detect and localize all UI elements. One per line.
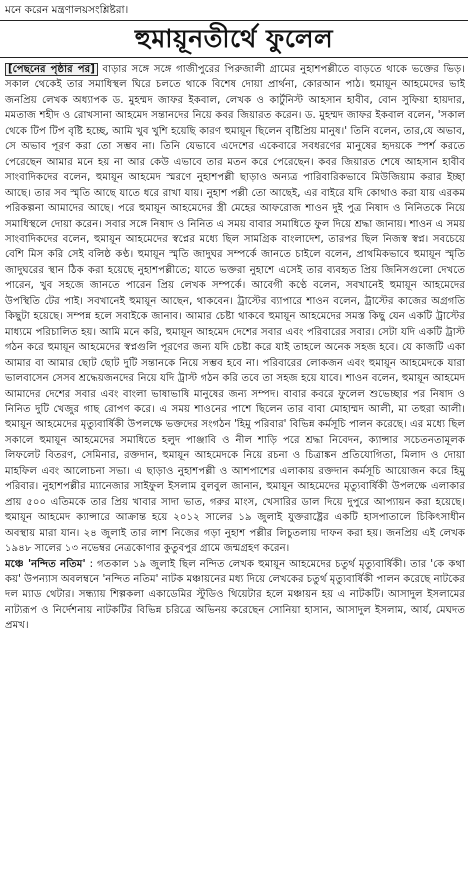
previous-article-tail: মনে করেন মন্ত্রণালয়সংশ্লিষ্টরা। [5,4,129,16]
subhead-stage: মঞ্চে 'নন্দিত নতিম' [5,558,86,570]
article-headline: হুমায়ূনতীর্থে ফুলেল [134,24,334,53]
top-divider [0,20,468,21]
headline-divider [0,57,468,58]
paragraph-2 [5,557,465,634]
paragraph-1-text: বাড়ার সঙ্গে সঙ্গে গাজীপুরের পিরুজালী গ্রামের নুহাশপল্লীতে বাড়তে থাকে ভক্তের ভিড়। সকাল থেকেই তার সমাধিস্থল ঘিরে চলতে থাকে বিশেষ দোয়া প্রার্থনা, কোরআন পাঠ। হুমায়ূন আহমেদের ভাই জনপ্রিয় লেখক অধ্যাপক ড. মুহম্মদ জাফর ইকবাল, লেখক ও কার্টুনিস্ট আহসান হাবীব, বোন সুফিয়া হায়দার, মমতাজ শহীদ ও রোখসানা আহমেদ সন্তানদের নিয়ে কবর জিয়ারত করেন। ড. মুহম্মদ জাফর ইকবাল বলেন, 'সকাল থেকে টিপ টিপ বৃষ্টি হচ্ছে, আমি খুব খুশি হয়েছি কারণ হুমায়ূন ছিলেন বৃষ্টিপ্রিয় মানুষ।' তিনি বলেন, তার,যে অভাব, সে অভাব পূরণ করা তো সম্ভব না। তিনি যেভাবে এদেশের একেবারে সবধরণের মানুষের হৃদয়কে স্পর্শ করতে পেরেছেন আমার মনে হয় না আর কেউ এভাবে তার মতন করে পেরেছেন। কবর জিয়ারত শেষে আহসান হাবীব সাংবাদিকদের বলেন, হুমায়ূন আহমেদ স্মরণে নুহাশপল্লী ছাড়াও অন্যত্র পারিবারিকভাবে মিউজিয়াম করার ইচ্ছা আছে। তার সব স্মৃতি আছে যাতে ধরে রাখা যায়। নুহাশ পল্লী তো আছেই, এর বাইরে যদি কোথাও করা যায় এরকম পরিকল্পনা আমাদের আছে। পরে হুমায়ূন আহমেদের স্ত্রী মেহের আফরোজ শাওন দুই পুত্র নিষাদ ও নিনিতকে নিয়ে সমাধিস্থলে দোয়া করেন। সবার সঙ্গে নিষাদ ও নিনিত এ সময় বাবার সমাধিতে ফুল দিয়ে শ্রদ্ধা জানায়। শাওন এ সময় সাংবাদিকদের বলেন, হুমায়ূন আহমেদের স্বপ্নের মধ্যে ছিল সামগ্রিক বাংলাদেশ, তারপর ছিল নিজস্ব স্বপ্ন। সবচেয়ে বেশি মিস করি সেই বলিষ্ঠ কণ্ঠ। হুমায়ূন স্মৃতি জাদুঘর সম্পর্কে জানতে চাইলে বলেন, প্রাথমিকভাবে হুমায়ূন স্মৃতি জাদুঘরের স্থান ঠিক করা হয়েছে নুহাশপল্লীতে; যাতে ভক্তরা নুহাশে এসেই তার ব্যবহৃত প্রিয় জিনিসগুলো দেখতে পারেন, খুব সহজে জানতে পারেন প্রিয় লেখক সম্পর্কে। আবেগী কণ্ঠে বলেন, সবখানেই হুমায়ূন আহমেদের উপস্থিতি টের পাই। সবখানেই হুমায়ূন আছেন, থাকবেন। ট্রাস্টের ব্যাপারে শাওন বলেন, ট্রাস্টের কাজের অগ্রগতি কিছুটা হয়েছে। সম্পন্ন হলে সবাইকে জানাব। আমার চেষ্টা থাকবে হুমায়ূন আহমেদের সমস্ত কিছু যেন একটি ট্রাস্টের মাধ্যমে পরিচালিত হয়। আমি মনে করি, হুমায়ূন আহমেদ দেশের সবার এবং পরিবারের সবার। সেটা যদি একটি ট্রাস্ট গঠন করে হুমায়ূন আহমেদের স্বপ্নগুলি পূরণের জন্য যদি চেষ্টা করে যাই তাহলে অনেক সহজ হবে। যে কাজটি একা আমার বা আমার ছোট ছোট দুটি সন্তানকে নিয়ে সম্ভব হবে না। পরিবারের লোকজন এবং হুমায়ূন আহমেদকে যারা ভালবাসেন সেসব শ্রদ্ধেয়জনদের নিয়ে যদি ট্রাস্ট গঠন করি তবে তা সহজ হয়ে যাবে। শাওন বলেন, হুমায়ূন আহমেদ আমাদের দেশের সবার এবং বাংলা ভাষাভাষি মানুষের জন্য সম্পদ। বাবার কবরে ফুলেল শুভেচ্ছার পর নিষাদ ও নিনিত দুটি খেজুর গাছ রোপণ করে। এ সময় শাওনের পাশে ছিলেন তার বাবা মোহাম্মদ আলী, মা তহুরা আলী। হুমায়ূন আহমেদের মৃত্যুবার্ষিকী উপলক্ষে ভক্তদের সংগঠন 'হিমু পরিবার' বিভিন্ন কর্মসূচি পালন করেছে। এর মধ্যে ছিল সকালে হুমায়ূন আহমেদের সমাধিতে হলুদ পাঞ্জাবি ও নীল শাড়ি পরে শ্রদ্ধা নিবেদন, ক্যান্সার সচেতনতামূলক লিফলেট বিতরণ, সেমিনার, রক্তদান, হুমায়ূন আহমেদকে নিয়ে রচনা ও চিত্রাঙ্কন প্রতিযোগিতা, মিলাদ ও দোয়া মাহফিল এবং আলোচনা সভা। এ ছাড়াও নুহাশপল্লী ও আশপাশের এলাকায় রক্তদান কর্মসূচি আয়োজন করে হিমু পরিবার। নুহাশপল্লীর ম্যানেজার সাইফুল ইসলাম বুলবুল জানান, হুমায়ূন আহমেদের মৃত্যুবার্ষিকী উপলক্ষে এলাকার প্রায় ৫০০ এতিমকে তার প্রিয় খাবার সাদা ভাত, গরুর মাংস, খেসারির ডাল দিয়ে দুপুরে আপ্যায়ন করা হয়েছে। হুমায়ূন আহমেদ ক্যান্সারে আক্রান্ত হয়ে ২০১২ সালের ১৯ জুলাই যুক্তরাষ্ট্রের একটি হাসপাতালে চিকিৎসাধীন অবস্থায় মারা যান। ২৪ জুলাই তার লাশ নিজের গড়া নুহাশ পল্লীর লিচুতলায় দাফন করা হয়। জনপ্রিয় এই লেখক ১৯৪৮ সালের ১৩ নভেম্বর নেত্রকোণার কুতুবপুর গ্রামে জন্মগ্রহণ করেন। [5,64,465,555]
paragraph-1 [5,62,465,557]
article-body [5,62,465,882]
paragraph-2-text: : গতকাল ১৯ জুলাই ছিল নন্দিত লেখক হুমায়ূন আহমেদের চতুর্থ মৃত্যুবার্ষিকী। তার 'কে কথা কয়' উপন্যাস অবলম্বনে 'নন্দিত নতিম' নাটক মঞ্চায়নের মধ্য দিয়ে লেখকের চতুর্থ মৃত্যুবার্ষিকী পালন করেছে নাটকের দল ম্যাড থেটার। সন্ধ্যায় শিল্পকলা একাডেমির স্টুডিও থিয়েটার হলে মঞ্চায়ন হয় এ নাটকটি। আসাদুল ইসলামের নাট্যরূপ ও নির্দেশনায় নাটকটির বিভিন্ন চরিত্রে অভিনয় করেছেন সোনিয়া হাসান, আসাদুল ইসলাম, আর্য, মেঘদত প্রমখ। [5,558,465,632]
continued-from-tag: [পেছনের পৃষ্ঠার পর] [5,63,98,76]
